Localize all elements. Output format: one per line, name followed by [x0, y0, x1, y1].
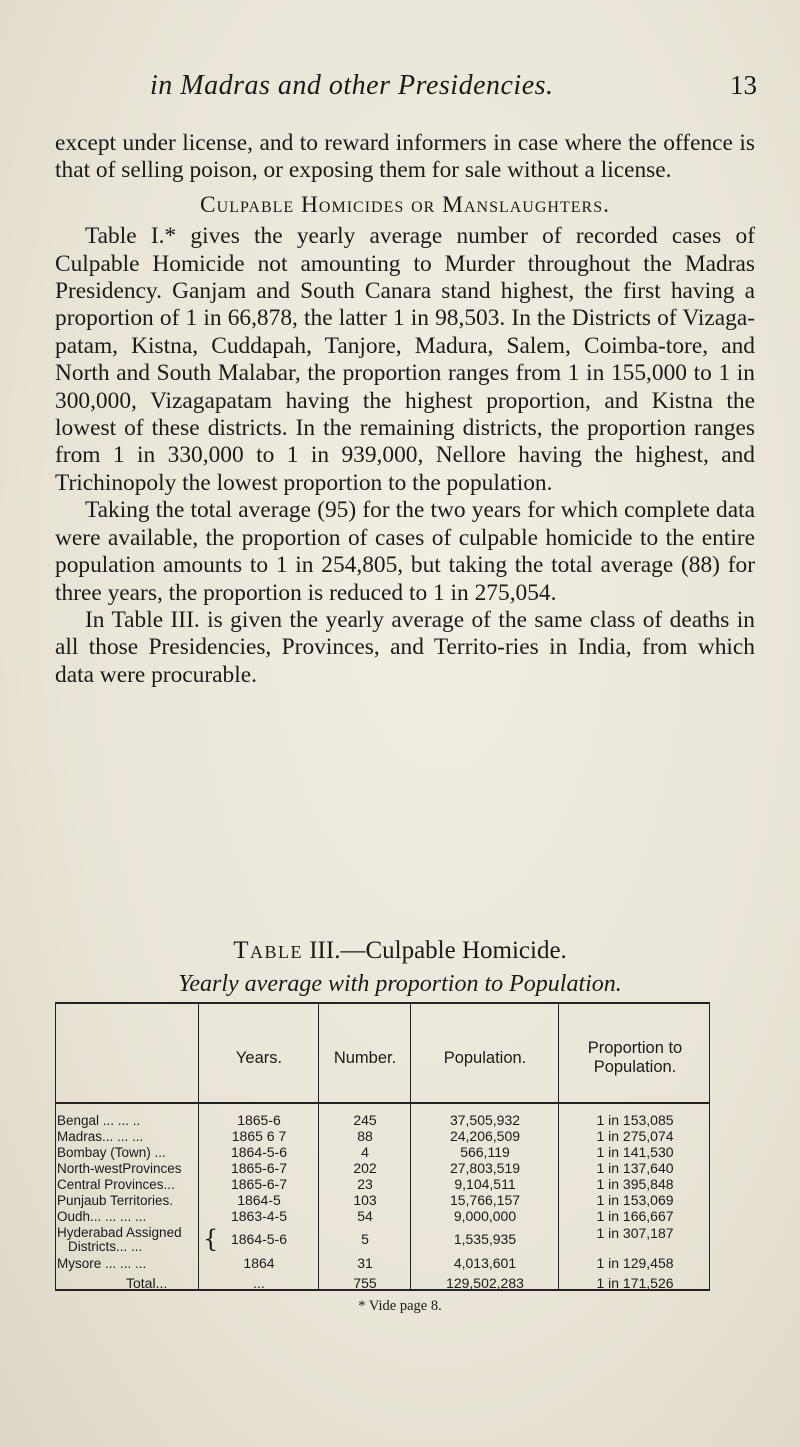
col-rule-3: [410, 1002, 411, 1290]
cell-population: 4,013,601: [453, 1255, 517, 1271]
table-title-rest: III.—Culpable Homicide.: [309, 937, 567, 964]
bracket-brace: {: [203, 1225, 219, 1253]
cell-population: 9,104,511: [454, 1176, 516, 1192]
row-name: North-westProvinces: [57, 1161, 182, 1176]
col-rule-2: [318, 1002, 319, 1290]
cell-number: 54: [357, 1208, 373, 1224]
cell-population: 9,000,000: [453, 1208, 517, 1224]
total-years: ...: [253, 1275, 265, 1291]
cell-number: 5: [361, 1231, 369, 1247]
total-population: 129,502,283: [446, 1275, 524, 1291]
culpable-homicide-table: [0, 1002, 800, 1292]
running-title: in Madras and other Presidencies.: [150, 70, 554, 101]
row-name: Bengal ... ... ..: [57, 1113, 141, 1128]
cell-proportion: 1 in 395,848: [596, 1176, 674, 1192]
row-name: Oudh... ... ... ...: [57, 1209, 147, 1224]
cell-proportion: 1 in 275,074: [596, 1128, 674, 1144]
cell-number: 31: [357, 1255, 373, 1271]
cell-number: 23: [357, 1176, 373, 1192]
paragraph-4: In Table III. is given the yearly average of the same class of deaths in all those Presidencies, Provinces, and Territo-ries in India, from which data were procurable.: [55, 606, 755, 688]
page-number: 13: [730, 70, 757, 100]
table-title: [0, 937, 800, 965]
cell-population: 566,119: [460, 1144, 510, 1160]
header-population: Population.: [443, 1049, 527, 1067]
cell-proportion: 1 in 166,667: [596, 1208, 674, 1224]
table-subtitle: Yearly average with proportion to Population.: [178, 971, 622, 997]
cell-number: 88: [357, 1128, 373, 1144]
row-name-line2: Districts... ...: [68, 1239, 143, 1254]
cell-years: 1864-5-6: [230, 1231, 288, 1247]
cell-proportion: 1 in 307,187: [596, 1225, 674, 1241]
cell-years: 1864-5: [237, 1192, 281, 1208]
col-rule-1: [198, 1002, 199, 1290]
cell-population: 1,535,935: [453, 1231, 517, 1247]
total-number: 755: [353, 1275, 377, 1291]
row-name-line1: Hyderabad Assigned: [57, 1225, 182, 1240]
header-proportion-line2: Population.: [593, 1058, 677, 1076]
cell-number: 245: [353, 1112, 377, 1128]
cell-proportion: 1 in 137,640: [596, 1160, 674, 1176]
section-heading: Culpable Homicides or Manslaughters.: [200, 191, 610, 218]
cell-proportion: 1 in 129,458: [596, 1255, 674, 1271]
row-name: Punjaub Territories.: [57, 1193, 174, 1208]
table-top-rule: [55, 1002, 710, 1004]
paragraph-3: Taking the total average (95) for the two years for which complete data were available, the proportion of cases of culpable homicide to the entire population amounts to 1 in 254,805, but taking the total average (88) for three years, the proportion is reduced to 1 in 275,054.: [55, 497, 755, 606]
row-name: Central Provinces...: [57, 1177, 175, 1192]
header-proportion-line1: Proportion to: [587, 1039, 683, 1057]
cell-years: 1865-6-7: [230, 1160, 288, 1176]
cell-years: 1863-4-5: [230, 1208, 288, 1224]
cell-years: 1865-6-7: [230, 1176, 288, 1192]
row-name: Madras... ... ...: [57, 1129, 144, 1144]
row-name: Mysore ... ... ...: [57, 1256, 147, 1271]
header-years: Years.: [235, 1049, 283, 1067]
cell-years: 1865-6: [237, 1112, 281, 1128]
table-header-rule: [55, 1102, 710, 1104]
cell-years: 1865 6 7: [231, 1128, 287, 1144]
table-left-rule: [55, 1002, 56, 1290]
cell-number: 103: [353, 1192, 377, 1208]
cell-proportion: 1 in 153,085: [596, 1112, 674, 1128]
cell-population: 37,505,932: [449, 1112, 521, 1128]
paragraph-1: except under license, and to reward informers in case where the offence is that of selling poison, or exposing them for sale without a license.: [55, 130, 755, 184]
row-name: Bombay (Town) ...: [57, 1145, 166, 1160]
col-rule-4: [558, 1002, 559, 1290]
cell-population: 27,803,519: [449, 1160, 521, 1176]
cell-number: 4: [361, 1144, 369, 1160]
cell-proportion: 1 in 153,069: [596, 1192, 674, 1208]
header-number: Number.: [333, 1049, 397, 1067]
total-label: Total...: [126, 1275, 168, 1291]
footnote: * Vide page 8.: [358, 1298, 442, 1314]
cell-population: 15,766,157: [449, 1192, 521, 1208]
body-text: [55, 130, 755, 689]
cell-years: 1864: [243, 1255, 275, 1271]
cell-years: 1864-5-6: [230, 1144, 288, 1160]
total-proportion: 1 in 171,526: [596, 1275, 674, 1291]
cell-population: 24,206,509: [449, 1128, 521, 1144]
table-title-label: Table: [233, 937, 303, 964]
cell-proportion: 1 in 141,530: [596, 1144, 674, 1160]
cell-number: 202: [353, 1160, 377, 1176]
paragraph-2: Table I.* gives the yearly average number of recorded cases of Culpable Homicide not amounting to Murder throughout the Madras Presidency. Ganjam and South Canara stand highest, the first having a proportion of 1 in 66,878, the latter 1 in 98,503. In the Districts of Vizaga-patam, Kistna, Cuddapah, Tanjore, Madura, Salem, Coimba-tore, and North and South Malabar, the proportion ranges from 1 in 155,000 to 1 in 300,000, Vizagapatam having the highest proportion, and Kistna the lowest of these districts. In the remaining districts, the proportion ranges from 1 in 330,000 to 1 in 939,000, Nellore having the highest, and Trichinopoly the lowest proportion to the population.: [55, 223, 755, 496]
running-head: [0, 70, 800, 110]
